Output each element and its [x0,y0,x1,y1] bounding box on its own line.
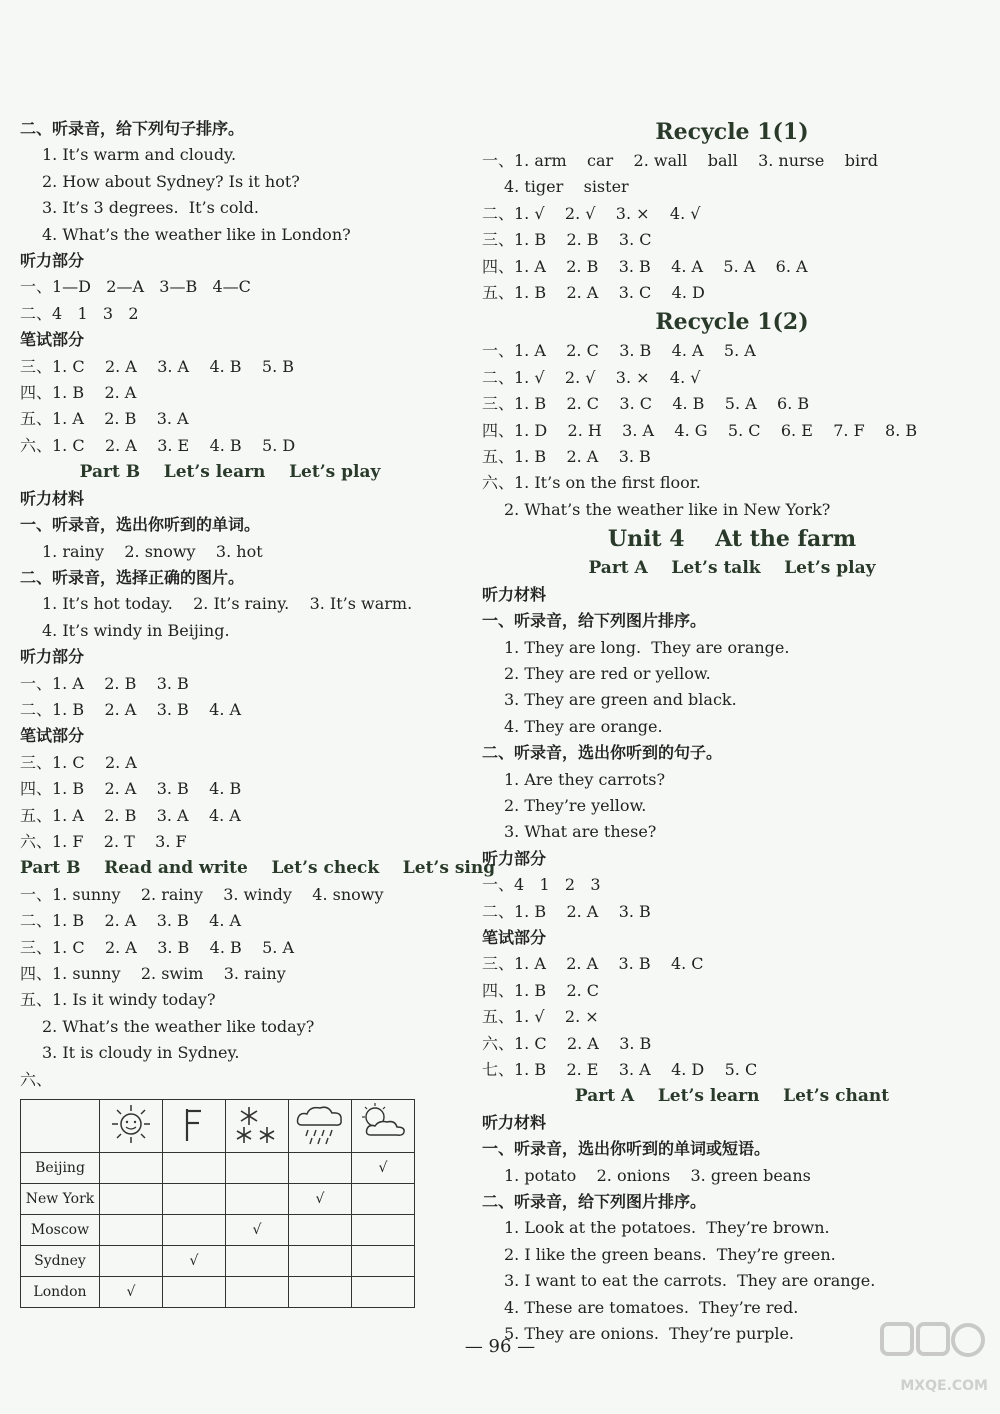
left-line: 二、1. B 2. A 3. B 4. A [20,911,242,931]
mark-cell: √ [289,1184,352,1215]
right-line: 1. Are they carrots? [504,769,666,789]
left-line: 一、1. A 2. B 3. B [20,673,189,693]
right-line: 五、1. B 2. A 3. C 4. D [482,283,705,303]
left-line: 笔试部分 [20,726,85,746]
right-line: Part A Let’s talk Let’s play [588,558,876,579]
left-line: 3. It’s 3 degrees. It’s cold. [42,198,259,218]
mark-cell [289,1153,352,1184]
left-line: 六、1. C 2. A 3. E 4. B 5. D [20,435,296,455]
right-line: 二、1. √ 2. √ 3. × 4. √ [482,367,701,387]
table-row [21,1246,415,1277]
right-line: 3. What are these? [504,822,657,842]
right-line: 4. tiger sister [504,177,629,197]
mark-cell [163,1184,226,1215]
mark-cell: √ [163,1246,226,1277]
right-line: 2. I like the green beans. They’re green. [504,1244,836,1264]
left-line: 4. What’s the weather like in London? [42,224,351,244]
rainy-icon [289,1100,352,1153]
left-line: 1. rainy 2. snowy 3. hot [42,541,263,561]
left-line: 六、 [20,1069,53,1089]
right-line: 四、1. B 2. C [482,980,600,1000]
mark-cell: √ [100,1277,163,1308]
right-line: 1. Look at the potatoes. They’re brown. [504,1218,830,1238]
left-line: 四、1. B 2. A 3. B 4. B [20,779,242,799]
right-line: 4. They are orange. [504,716,663,736]
right-line: 三、1. B 2. C 3. C 4. B 5. A 6. B [482,394,810,414]
mark-cell [352,1184,415,1215]
left-line: 二、4 1 3 2 [20,303,139,323]
right-line: 2. They are red or yellow. [504,663,711,683]
right-line: 1. potato 2. onions 3. green beans [504,1165,811,1185]
cloudy-icon [352,1100,415,1153]
mark-cell [226,1153,289,1184]
left-line: 一、听录音，选出你听到的单词。 [20,515,261,535]
left-column [20,116,496,1308]
weather-table [20,1099,415,1308]
mark-cell [100,1184,163,1215]
left-line: 4. It’s windy in Beijing. [42,620,230,640]
city-cell: New York [21,1184,100,1215]
left-line: 三、1. C 2. A 3. A 4. B 5. B [20,356,295,376]
left-line: 三、1. C 2. A 3. B 4. B 5. A [20,937,295,957]
right-line: 二、听录音，选出你听到的句子。 [482,743,723,763]
right-line: 四、1. A 2. B 3. B 4. A 5. A 6. A [482,256,808,276]
left-line: 四、1. B 2. A [20,383,137,403]
left-line: 听力材料 [20,488,85,508]
right-line: 五、1. B 2. A 3. B [482,447,651,467]
right-line: 笔试部分 [482,927,547,947]
left-line: 六、1. F 2. T 3. F [20,831,187,851]
city-cell: Sydney [21,1246,100,1277]
mark-cell [100,1246,163,1277]
mark-cell [100,1215,163,1246]
mark-cell: √ [226,1215,289,1246]
right-line: 七、1. B 2. E 3. A 4. D 5. C [482,1060,758,1079]
right-line: 1. They are long. They are orange. [504,637,790,657]
mark-cell [352,1246,415,1277]
table-row [21,1184,415,1215]
left-line: 四、1. sunny 2. swim 3. rainy [20,964,286,983]
page-number: — 96 — [464,1336,536,1357]
table-header-row [21,1100,415,1153]
left-line: Part B Let’s learn Let’s play [79,462,381,483]
left-line: 二、听录音，给下列句子排序。 [20,119,245,138]
city-cell: Moscow [21,1215,100,1246]
right-line: 二、1. √ 2. √ 3. × 4. √ [482,203,701,223]
right-line: 二、1. B 2. A 3. B [482,901,651,921]
mark-cell [163,1153,226,1184]
right-line: 4. These are tomatoes. They’re red. [504,1297,799,1317]
sunny-icon [100,1100,163,1153]
left-line: 一、1—D 2—A 3—B 4—C [20,277,251,297]
mark-cell [352,1215,415,1246]
left-line: 2. How about Sydney? Is it hot? [42,171,300,191]
right-line: Unit 4 At the farm [607,526,857,553]
right-line: 三、1. B 2. B 3. C [482,230,652,250]
mark-cell [289,1277,352,1308]
watermark-icon [878,1318,988,1378]
right-line: 2. What’s the weather like in New York? [504,499,831,519]
right-line: 听力材料 [482,584,547,604]
windy-icon [163,1100,226,1153]
table-row [21,1277,415,1308]
right-line: 一、1. arm car 2. wall ball 3. nurse bird [482,151,878,170]
right-line: 一、听录音，给下列图片排序。 [482,611,707,631]
left-line: 二、听录音，选择正确的图片。 [20,567,245,587]
right-line: 2. They’re yellow. [504,795,647,815]
left-line: 五、1. A 2. B 3. A 4. A [20,805,241,825]
left-line: 一、1. sunny 2. rainy 3. windy 4. snowy [20,884,384,904]
left-line: 二、1. B 2. A 3. B 4. A [20,699,242,719]
right-line: Recycle 1(1) [655,119,809,145]
right-line: 六、1. C 2. A 3. B [482,1033,652,1053]
mark-cell: √ [352,1153,415,1184]
right-line: 3. They are green and black. [504,690,737,710]
mark-cell [163,1215,226,1246]
city-cell: Beijing [21,1153,100,1184]
right-line: 听力材料 [482,1112,547,1132]
watermark-logo [878,1318,988,1398]
right-line: 二、听录音，给下列图片排序。 [482,1192,707,1212]
left-line: 2. What’s the weather like today? [42,1016,315,1036]
left-line: 三、1. C 2. A [20,752,137,772]
right-line: 一、听录音，选出你听到的单词或短语。 [482,1139,771,1159]
watermark-text: MXQE.COM [900,1378,988,1394]
snowy-icon [226,1100,289,1153]
right-line: 听力部分 [482,848,547,868]
mark-cell [226,1184,289,1215]
left-line: 1. It’s warm and cloudy. [42,145,237,165]
mark-cell [289,1215,352,1246]
left-line: 笔试部分 [20,330,85,350]
right-line: 六、1. It’s on the first floor. [482,473,701,493]
right-line: 五、1. √ 2. × [482,1007,599,1027]
right-line: 3. I want to eat the carrots. They are orange. [504,1271,876,1291]
left-line: Part B Read and write Let’s check Let’s sing [20,858,496,879]
mark-cell [352,1277,415,1308]
left-line: 五、1. A 2. B 3. A [20,409,189,429]
left-line: 五、1. Is it windy today? [20,990,216,1010]
table-row [21,1153,415,1184]
right-line: Part A Let’s learn Let’s chant [574,1086,890,1107]
right-line: 一、1. A 2. C 3. B 4. A 5. A [482,341,756,361]
mark-cell [289,1246,352,1277]
left-line: 3. It is cloudy in Sydney. [42,1043,240,1063]
right-line: 三、1. A 2. A 3. B 4. C [482,954,704,974]
right-line: 四、1. D 2. H 3. A 4. G 5. C 6. E 7. F 8. B [482,420,918,440]
table-row [21,1215,415,1246]
left-line: 听力部分 [20,251,85,271]
table-corner-cell [21,1100,100,1153]
mark-cell [226,1246,289,1277]
mark-cell [163,1277,226,1308]
mark-cell [100,1153,163,1184]
right-column [482,116,982,1347]
right-line: 一、4 1 2 3 [482,875,601,895]
mark-cell [226,1277,289,1308]
city-cell: London [21,1277,100,1308]
right-line: Recycle 1(2) [655,309,809,336]
right-line: 5. They are onions. They’re purple. [504,1324,795,1344]
left-line: 1. It’s hot today. 2. It’s rainy. 3. It’s warm. [42,594,413,614]
left-line: 听力部分 [20,647,85,667]
